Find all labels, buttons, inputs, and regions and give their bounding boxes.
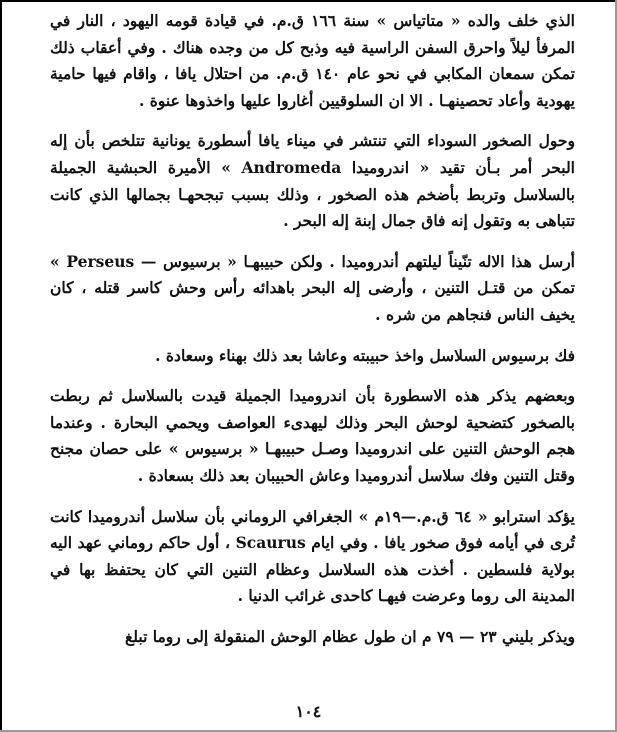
paragraph-7: ويذكر بليني ٢٣ — ٧٩ م ان طول عظام الوحش المنقولة إلى روما تبلغ [125,626,575,646]
paragraph-1: الذي خلف والده « متاتياس » سنة ١٦٦ ق.م. في قيادة قومه اليهود ، النار في المرفأ ليلاً واحرق السفن الراسية فيه وذبح كل من وجده هناك . وفي أعقاب ذلك تمكن سمعان المكابي في نحو عام ١٤٠ ق.م. من احتلال يافا ، واقام فيها حامية يهودية وأعاد تحصينهـا . الا ان السلوقيين أغاروا عليها واخذوها عنوة . [50,11,575,110]
paragraph-gap [50,235,575,249]
paragraph-gap [50,610,575,624]
paragraph-3: أرسل هذا الاله تنّيناً ليلتهم أندروميدا . ولكن حبيبهـا « برسيوس — Perseus » تمكن من قتـل التنين ، وأرضى إله البحر باهدائه رأس وحش كاسر قتله ، كان يخيف الناس فنجاهم من شره . [50,251,575,324]
paragraph-2: وحول الصخور السوداء التي تنتشر في ميناء يافا أسطورة يونانية تتلخص بأن إله البحر أمر بـأن تقيد « اندروميدا Andromeda » الأميرة الحبشية الجميلة بالسلاسل وتربط بأضخم هذه الصخور ، وذلك بسبب تبجحهـا بجمالها الذي كانت تتباهى به وتقول إنه فاق جمال إبنة إله البحر . [50,131,575,231]
paragraph-gap [50,114,575,128]
page-body [50,8,575,650]
paragraph-gap [50,329,575,343]
paragraph-4: فك برسيوس السلاسل واخذ حبيبته وعاشا بعد ذلك بهناء وسعادة . [155,345,575,365]
paragraph-5: وبعضهم يذكر هذه الاسطورة بأن اندروميدا الجميلة قيدت بالسلاسل ثم ربطت بالصخور كتضحية لوحش البحر وذلك ليهدىء العواصف ويحمي البحارة . وعندما هجم الوحش التنين على اندروميدا وصـل حبيبهـا « برسيوس » على حصان مجنح وقتل التنين وفك سلاسل أندروميدا وعاش الحبيبان بعد ذلك بسعادة . [50,386,575,485]
paragraph-gap [50,490,575,504]
page-number: ١٠٤ [295,702,322,721]
paragraph-gap [50,369,575,383]
paragraph-6: يؤكد استرابو « ٦٤ ق.م.—١٩م » الجغرافي الروماني بأن سلاسل أندروميدا كانت تُرى في أيامه فوق صخور يافا . وفي ايام Scaurus ، أول حاكم روماني عهد اليه بولاية فلسطين . أخذت هذه السلاسل وعظام التنين التي كان يحتفظ بها في المدينة الى روما وعرضت فيهـا كاحدى غرائب الدنيا . [50,506,575,606]
